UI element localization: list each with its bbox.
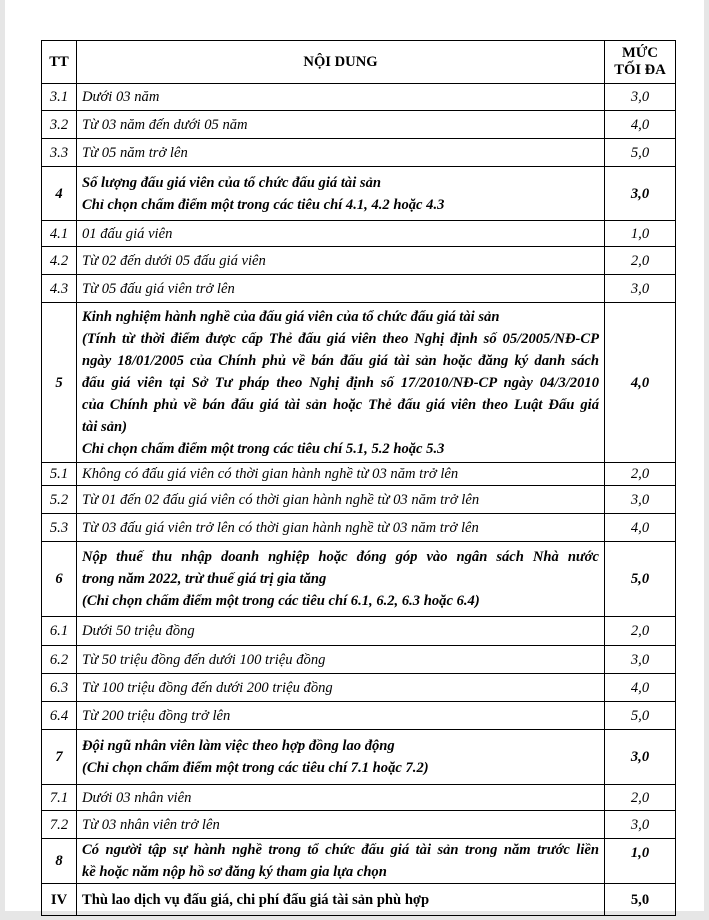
max-score: 3,0: [605, 646, 676, 674]
row-number: 5.3: [42, 514, 77, 542]
content-line: Từ 100 triệu đồng đến dưới 200 triệu đồng: [82, 679, 333, 696]
table-row: [42, 674, 676, 702]
row-number: 4.2: [42, 247, 77, 275]
content-line: Đội ngũ nhân viên làm việc theo hợp đồng lao động: [82, 738, 395, 754]
max-score: 4,0: [605, 674, 676, 702]
table-row: [42, 486, 676, 514]
row-number: 6.4: [42, 702, 77, 730]
row-content: [77, 542, 605, 617]
content-line: ngày 18/01/2005 của Chính phủ về bán đấu giá tài sản hoặc đăng ký danh sách: [82, 352, 599, 369]
max-score: 4,0: [605, 111, 676, 139]
table-row: [42, 785, 676, 811]
max-score: 5,0: [605, 542, 676, 617]
content-line: 01 đấu giá viên: [82, 225, 173, 242]
content-line: Từ 05 đấu giá viên trở lên: [82, 280, 235, 297]
max-score: 5,0: [605, 702, 676, 730]
header-tt: TT: [42, 41, 77, 84]
row-number: 5: [42, 303, 77, 463]
row-number: 5.2: [42, 486, 77, 514]
max-score: 5,0: [605, 884, 676, 916]
table-row: [42, 839, 676, 884]
content-line: Từ 03 đấu giá viên trở lên có thời gian hành nghề từ 03 năm trở lên: [82, 519, 479, 536]
row-number: 3.1: [42, 84, 77, 111]
max-score: 3,0: [605, 84, 676, 111]
content-line: Từ 03 nhân viên trở lên: [82, 816, 220, 833]
table-row: [42, 617, 676, 646]
content-line: Từ 03 năm đến dưới 05 năm: [82, 116, 248, 133]
row-content: [77, 463, 605, 486]
table-row: [42, 884, 676, 916]
content-line: Từ 02 đến dưới 05 đấu giá viên: [82, 252, 266, 269]
row-number: 4.1: [42, 221, 77, 247]
row-content: [77, 785, 605, 811]
row-number: 3.2: [42, 111, 77, 139]
content-line: Dưới 50 triệu đồng: [82, 623, 195, 639]
max-score: 5,0: [605, 139, 676, 167]
table-row: [42, 811, 676, 839]
row-number: 6.1: [42, 617, 77, 646]
row-content: [77, 811, 605, 839]
row-number: 4.3: [42, 275, 77, 303]
max-score: 2,0: [605, 617, 676, 646]
content-line: trong năm 2022, trừ thuế giá trị gia tăng: [82, 571, 327, 587]
row-content: [77, 514, 605, 542]
row-number: 6.3: [42, 674, 77, 702]
row-content: [77, 646, 605, 674]
table-row: [42, 303, 676, 463]
row-number: 5.1: [42, 463, 77, 486]
row-number: 6.2: [42, 646, 77, 674]
table-row: [42, 646, 676, 674]
table-row: [42, 463, 676, 486]
row-content: [77, 884, 605, 916]
header-max-line1: MỨC: [622, 45, 658, 61]
row-number: 7.2: [42, 811, 77, 839]
table-row: [42, 84, 676, 111]
row-number: 8: [42, 839, 77, 884]
table-row: [42, 702, 676, 730]
table-row: [42, 139, 676, 167]
table-row: [42, 221, 676, 247]
content-line: của Chính phủ về bán đấu giá tài sản hoặc Thẻ đấu giá viên theo Luật Đấu giá: [82, 396, 599, 413]
header-max-line2: TỐI ĐA: [614, 62, 666, 78]
row-content: [77, 247, 605, 275]
row-content: [77, 730, 605, 785]
row-number: 4: [42, 167, 77, 221]
row-content: [77, 111, 605, 139]
content-line: Nộp thuế thu nhập doanh nghiệp hoặc đóng góp vào ngân sách Nhà nước: [82, 549, 599, 565]
row-content: [77, 674, 605, 702]
table-row: [42, 111, 676, 139]
content-line: (Chỉ chọn chấm điểm một trong các tiêu chí 7.1 hoặc 7.2): [82, 760, 429, 776]
row-content: [77, 139, 605, 167]
row-number: 7: [42, 730, 77, 785]
max-score: 3,0: [605, 486, 676, 514]
max-score: 3,0: [605, 167, 676, 221]
content-line: Dưới 03 năm: [82, 89, 160, 105]
row-number: 6: [42, 542, 77, 617]
content-line: Có người tập sự hành nghề trong tổ chức đấu giá tài sản trong năm trước liền: [82, 842, 599, 858]
max-score: 2,0: [605, 247, 676, 275]
row-content: [77, 617, 605, 646]
content-line: Kinh nghiệm hành nghề của đấu giá viên của tổ chức đấu giá tài sản: [82, 308, 500, 325]
header-max: [605, 41, 676, 84]
content-line: tài sản): [82, 418, 128, 435]
scoring-table: [41, 40, 676, 916]
max-score: 2,0: [605, 463, 676, 486]
table-row: [42, 167, 676, 221]
max-score: 1,0: [605, 221, 676, 247]
table-row: [42, 514, 676, 542]
row-number: IV: [42, 884, 77, 916]
content-line: Từ 05 năm trở lên: [82, 144, 188, 161]
row-content: [77, 275, 605, 303]
row-content: [77, 167, 605, 221]
content-line: Chỉ chọn chấm điểm một trong các tiêu chí 5.1, 5.2 hoặc 5.3: [82, 440, 445, 457]
content-line: (Tính từ thời điểm được cấp Thẻ đấu giá viên theo Nghị định số 05/2005/NĐ-CP: [82, 330, 599, 347]
max-score: 3,0: [605, 275, 676, 303]
max-score: 3,0: [605, 730, 676, 785]
table-header-row: [42, 41, 676, 84]
content-line: Chỉ chọn chấm điểm một trong các tiêu chí 4.1, 4.2 hoặc 4.3: [82, 196, 445, 213]
content-line: (Chỉ chọn chấm điểm một trong các tiêu chí 6.1, 6.2, 6.3 hoặc 6.4): [82, 593, 480, 609]
content-line: Số lượng đấu giá viên của tổ chức đấu giá tài sản: [82, 174, 381, 191]
content-line: Từ 01 đến 02 đấu giá viên có thời gian hành nghề từ 03 năm trở lên: [82, 491, 480, 508]
content-line: đấu giá viên tại Sở Tư pháp theo Nghị định số 17/2010/NĐ-CP ngày 04/3/2010: [82, 374, 599, 391]
row-content: [77, 303, 605, 463]
row-content: [77, 84, 605, 111]
content-line: Không có đấu giá viên có thời gian hành nghề từ 03 năm trở lên: [82, 466, 459, 482]
row-content: [77, 486, 605, 514]
row-number: 7.1: [42, 785, 77, 811]
row-content: [77, 839, 605, 884]
max-score: 2,0: [605, 785, 676, 811]
row-number: 3.3: [42, 139, 77, 167]
table-row: [42, 730, 676, 785]
row-content: [77, 702, 605, 730]
max-score: 4,0: [605, 514, 676, 542]
content-line: kề hoặc năm nộp hồ sơ đăng ký tham gia lựa chọn: [82, 864, 387, 880]
content-line: Dưới 03 nhân viên: [82, 789, 192, 806]
max-score: 1,0: [605, 839, 676, 884]
content-line: Từ 200 triệu đồng trở lên: [82, 707, 231, 724]
header-content: NỘI DUNG: [77, 41, 605, 84]
row-content: [77, 221, 605, 247]
table-row: [42, 247, 676, 275]
table-row: [42, 275, 676, 303]
max-score: 3,0: [605, 811, 676, 839]
document-page: [5, 0, 704, 911]
table-row: [42, 542, 676, 617]
content-line: Từ 50 triệu đồng đến dưới 100 triệu đồng: [82, 651, 326, 668]
max-score: 4,0: [605, 303, 676, 463]
content-line: Thù lao dịch vụ đấu giá, chi phí đấu giá tài sản phù hợp: [82, 891, 430, 908]
